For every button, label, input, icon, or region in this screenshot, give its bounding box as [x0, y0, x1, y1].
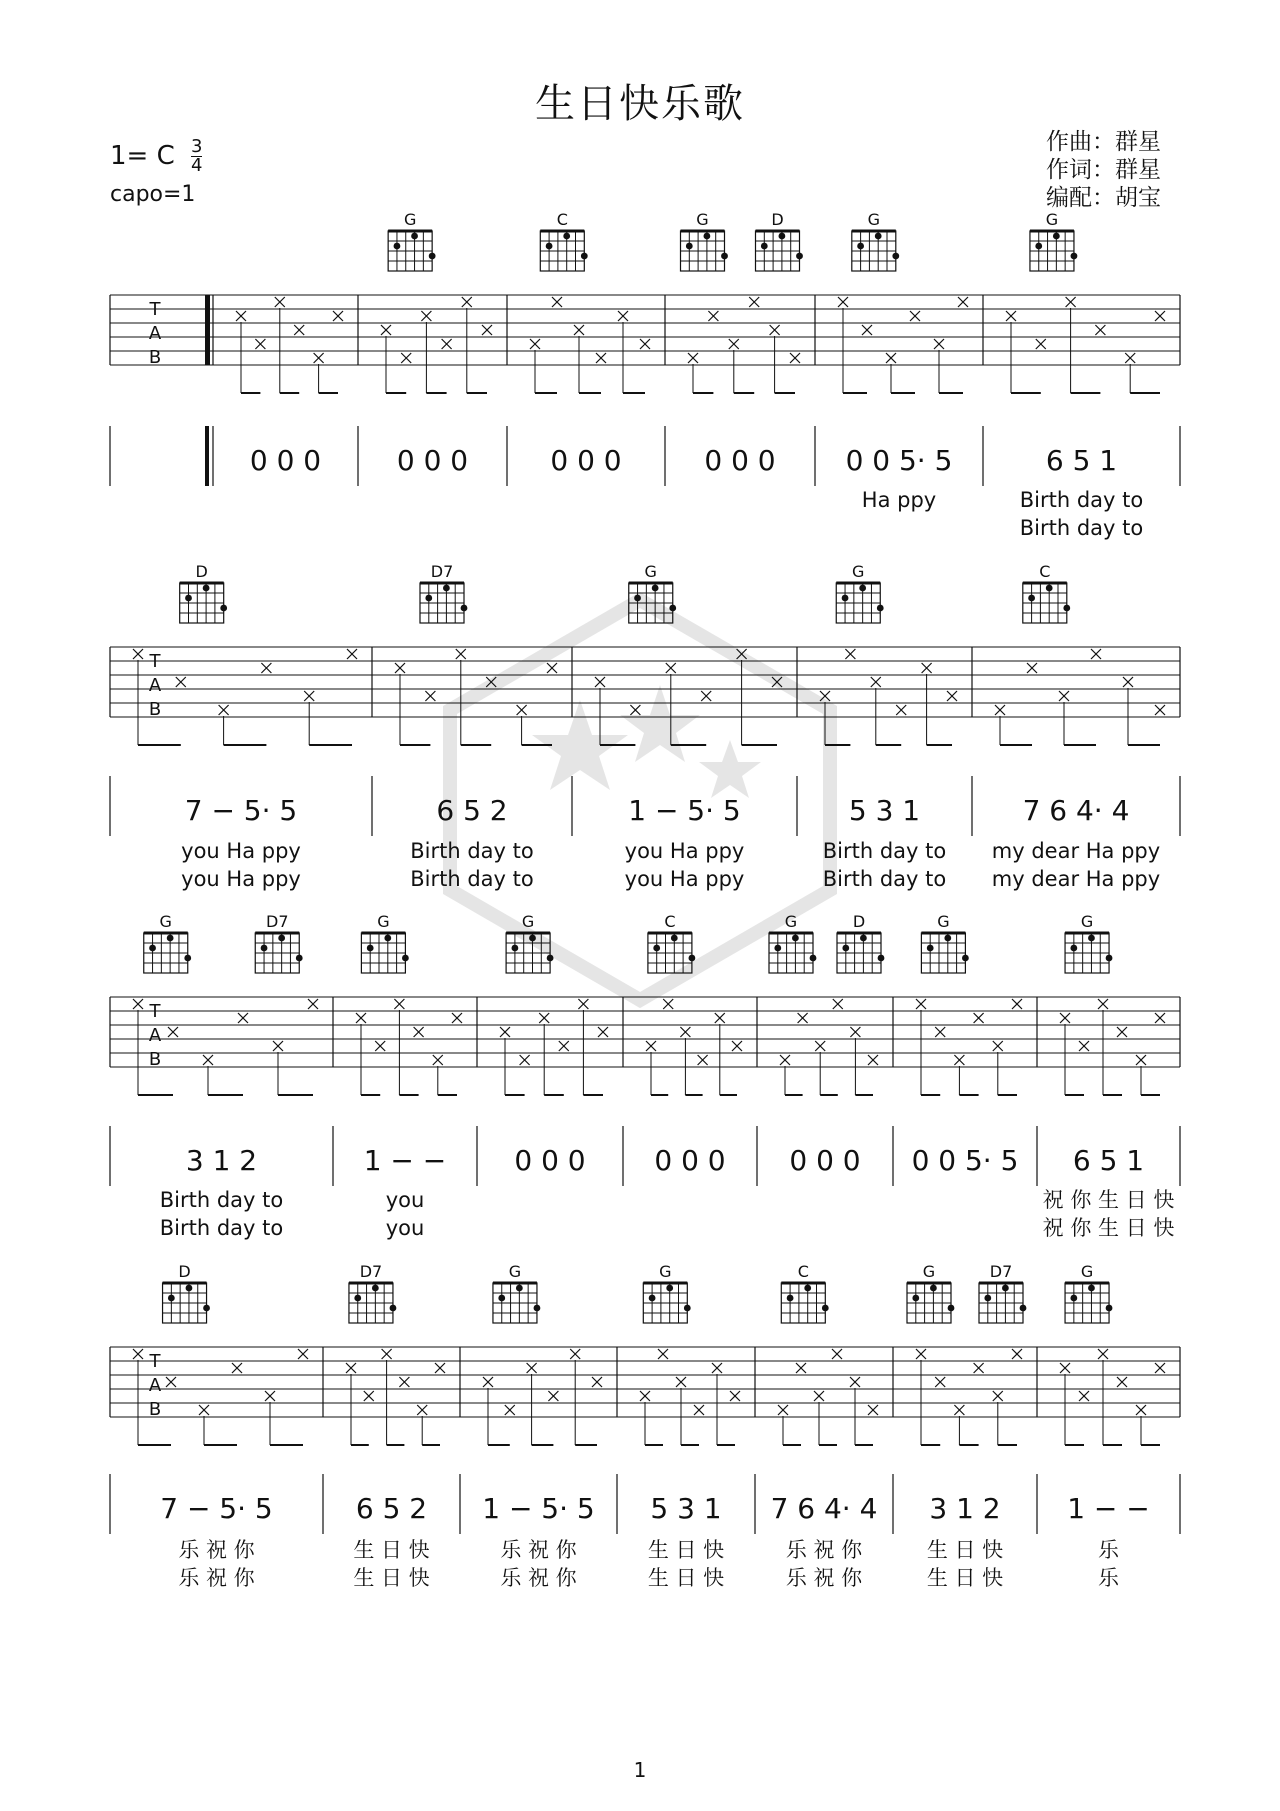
lyric-line-1: you Ha ppy	[624, 839, 745, 863]
chord-dot	[1071, 253, 1078, 260]
lyric-line-2: Birth day to	[1019, 516, 1144, 540]
chord-dot	[261, 945, 268, 952]
chord-name: D7	[359, 1262, 383, 1281]
tab-clef-a: A	[148, 323, 162, 344]
chord-dot	[649, 1295, 656, 1302]
chord-name: G	[403, 210, 417, 229]
jianpu-measure: 6 5 2	[436, 794, 508, 827]
jianpu-measure: 0 0 5· 5	[911, 1144, 1019, 1177]
chord-name: G	[644, 562, 657, 581]
chord-dot	[167, 935, 174, 942]
chord-dot	[822, 1305, 829, 1312]
chord-dot	[948, 1305, 955, 1312]
lyric-line-1: 生 日 快	[647, 1538, 725, 1562]
lyric-line-2: Birth day to	[410, 867, 534, 891]
jianpu-measure: 0 0 0	[654, 1144, 726, 1177]
lyric-line-2: you Ha ppy	[624, 867, 745, 891]
chord-dot	[203, 1305, 210, 1312]
chord-dot	[443, 585, 450, 592]
jianpu-measure: 0 0 0	[396, 444, 469, 477]
chord-dot	[512, 945, 519, 952]
chord-dot	[875, 233, 882, 240]
chord-dot	[804, 1285, 811, 1292]
chord-name: G	[937, 912, 950, 931]
chord-dot	[860, 935, 867, 942]
chord-dot	[384, 935, 391, 942]
lyric-line-2: 生 日 快	[926, 1566, 1004, 1590]
tab-clef-t: T	[149, 1001, 161, 1022]
chord-dot	[529, 935, 536, 942]
lyric-line-1: 乐 祝 你	[785, 1538, 863, 1562]
chord-name: G	[659, 1262, 672, 1281]
lyric-line-1: Birth day to	[1019, 488, 1144, 512]
chord-name: D	[771, 210, 784, 229]
lyric-line-2: you Ha ppy	[181, 867, 301, 891]
jianpu-measure: 3 1 2	[929, 1492, 1001, 1525]
chord-dot	[666, 1285, 673, 1292]
chord-dot	[684, 1305, 691, 1312]
chord-dot	[394, 243, 401, 250]
lyric-line-2: 生 日 快	[647, 1566, 725, 1590]
tab-clef-t: T	[149, 299, 161, 320]
jianpu-measure: 5 3 1	[650, 1492, 722, 1525]
lyric-line-1: 乐	[1098, 1538, 1119, 1562]
chord-dot	[168, 1295, 175, 1302]
chord-name: C	[1039, 562, 1051, 581]
chord-dot	[1088, 1285, 1095, 1292]
chord-name: D	[195, 562, 208, 581]
chord-dot	[1046, 585, 1053, 592]
chord-name: G	[784, 912, 798, 931]
jianpu-measure: 0 0 0	[550, 444, 622, 477]
tab-clef-b: B	[148, 699, 162, 720]
lyric-line-2: 祝 你 生 日 快	[1042, 1216, 1175, 1240]
chord-dot	[634, 595, 641, 602]
chord-dot	[516, 1285, 523, 1292]
lyric-line-2: 乐 祝 你	[178, 1566, 255, 1590]
tab-start-bar	[205, 295, 210, 365]
lyric-line-1: Ha ppy	[861, 488, 937, 512]
jianpu-measure: 1 − −	[1067, 1492, 1150, 1525]
chord-name: G	[159, 912, 172, 931]
chord-name: G	[1045, 210, 1059, 229]
chord-dot	[669, 605, 676, 612]
chord-dot	[686, 243, 693, 250]
lyric-line-1: Birth day to	[822, 839, 947, 863]
chord-name: G	[1080, 1262, 1094, 1281]
arranger-credit: 编配：胡宝	[1046, 185, 1161, 211]
chord-dot	[149, 945, 156, 952]
chord-name: G	[377, 912, 390, 931]
chord-dot	[429, 253, 436, 260]
chord-dot	[546, 243, 553, 250]
chord-dot	[220, 605, 227, 612]
chord-dot	[425, 595, 432, 602]
tab-clef-b: B	[148, 347, 162, 368]
composer-credit: 作曲：群星	[1046, 129, 1161, 155]
chord-name: D	[178, 1262, 191, 1281]
jianpu-measure: 6 5 1	[1045, 444, 1118, 477]
lyric-line-2: you	[385, 1216, 425, 1240]
chord-dot	[1106, 955, 1113, 962]
chord-dot	[372, 1285, 379, 1292]
chord-dot	[912, 1295, 919, 1302]
jianpu-measure: 0 0 0	[514, 1144, 586, 1177]
jianpu-measure: 7 − 5· 5	[184, 794, 298, 827]
chord-dot	[296, 955, 303, 962]
time-denominator: 4	[191, 155, 203, 176]
chord-name: G	[852, 562, 865, 581]
chord-dot	[859, 585, 866, 592]
chord-dot	[1070, 1295, 1077, 1302]
chord-name: C	[664, 912, 676, 931]
chord-dot	[1070, 945, 1077, 952]
chord-dot	[203, 585, 210, 592]
chord-dot	[671, 935, 678, 942]
chord-dot	[402, 955, 409, 962]
lyric-line-2: 乐 祝 你	[500, 1566, 577, 1590]
jianpu-measure: 6 5 2	[355, 1492, 428, 1525]
chord-name: D7	[266, 912, 289, 931]
lyric-line-2: 乐	[1098, 1566, 1119, 1590]
jianpu-measure: 7 − 5· 5	[160, 1492, 273, 1525]
jianpu-measure: 5 3 1	[848, 794, 921, 827]
lyric-line-2: 乐 祝 你	[785, 1566, 863, 1590]
chord-dot	[1088, 935, 1095, 942]
chord-dot	[721, 253, 728, 260]
chord-dot	[411, 233, 418, 240]
chord-name: G	[696, 210, 709, 229]
chord-dot	[534, 1305, 541, 1312]
chord-dot	[877, 605, 884, 612]
page-number: 1	[633, 1758, 647, 1782]
chord-name: D7	[989, 1262, 1013, 1281]
jianpu-measure: 1 − 5· 5	[628, 794, 741, 827]
chord-dot	[1020, 1305, 1027, 1312]
lyric-line-1: you Ha ppy	[181, 839, 301, 863]
chord-dot	[689, 955, 696, 962]
jianpu-measure: 0 0 0	[789, 1144, 861, 1177]
lyric-line-1: 生 日 快	[353, 1538, 430, 1562]
chord-dot	[581, 253, 588, 260]
chord-dot	[944, 935, 951, 942]
chord-dot	[354, 1295, 361, 1302]
chord-dot	[761, 243, 768, 250]
chord-dot	[842, 595, 849, 602]
chord-dot	[184, 955, 191, 962]
key-label: 1= C	[110, 141, 175, 171]
chord-name: C	[797, 1262, 809, 1281]
jianpu-start-bar	[205, 426, 209, 486]
chord-dot	[779, 233, 786, 240]
jianpu-measure: 6 5 1	[1072, 1144, 1145, 1177]
chord-dot	[563, 233, 570, 240]
page-title: 生日快乐歌	[535, 81, 745, 127]
chord-dot	[792, 935, 799, 942]
jianpu-measure: 7 6 4· 4	[1022, 794, 1130, 827]
tab-clef-a: A	[148, 1375, 162, 1396]
chord-dot	[796, 253, 803, 260]
time-numerator: 3	[191, 136, 203, 157]
chord-name: C	[556, 210, 568, 229]
chord-dot	[1106, 1305, 1113, 1312]
chord-dot	[962, 955, 969, 962]
tab-clef-a: A	[148, 675, 162, 696]
lyric-line-1: you	[385, 1188, 425, 1212]
lyric-line-1: 祝 你 生 日 快	[1042, 1188, 1175, 1212]
chord-dot	[1063, 605, 1070, 612]
chord-dot	[857, 243, 864, 250]
jianpu-measure: 1 − −	[363, 1144, 447, 1177]
lyric-line-2: Birth day to	[159, 1216, 284, 1240]
lyric-line-1: 乐 祝 你	[500, 1538, 577, 1562]
chord-dot	[930, 1285, 937, 1292]
chord-dot	[878, 955, 885, 962]
lyric-line-2: my dear Ha ppy	[991, 867, 1161, 891]
chord-dot	[1002, 1285, 1009, 1292]
tab-clef-b: B	[148, 1399, 162, 1420]
jianpu-measure: 1 − 5· 5	[482, 1492, 595, 1525]
lyric-line-2: Birth day to	[822, 867, 947, 891]
lyric-line-2: 生 日 快	[353, 1566, 430, 1590]
chord-dot	[1035, 243, 1042, 250]
jianpu-measure: 0 0 0	[249, 444, 322, 477]
chord-name: G	[521, 912, 535, 931]
chord-dot	[390, 1305, 397, 1312]
chord-dot	[984, 1295, 991, 1302]
chord-dot	[367, 945, 374, 952]
chord-name: G	[867, 210, 881, 229]
chord-dot	[1028, 595, 1035, 602]
tab-clef-b: B	[148, 1049, 162, 1070]
chord-dot	[787, 1295, 794, 1302]
jianpu-measure: 3 1 2	[185, 1144, 258, 1177]
lyric-line-1: my dear Ha ppy	[991, 839, 1161, 863]
chord-dot	[185, 595, 192, 602]
jianpu-measure: 0 0 5· 5	[845, 444, 953, 477]
chord-dot	[842, 945, 849, 952]
chord-dot	[547, 955, 554, 962]
chord-dot	[652, 585, 659, 592]
chord-name: G	[1080, 912, 1094, 931]
lyricist-credit: 作词：群星	[1046, 157, 1161, 183]
chord-dot	[498, 1295, 505, 1302]
chord-dot	[810, 955, 817, 962]
lyric-line-1: 乐 祝 你	[178, 1538, 255, 1562]
jianpu-measure: 0 0 0	[704, 444, 776, 477]
capo-label: capo=1	[110, 182, 196, 207]
tab-clef-a: A	[148, 1025, 162, 1046]
chord-dot	[892, 253, 899, 260]
chord-dot	[461, 605, 468, 612]
chord-dot	[653, 945, 660, 952]
chord-dot	[278, 935, 285, 942]
chord-dot	[704, 233, 711, 240]
chord-dot	[186, 1285, 193, 1292]
chord-dot	[774, 945, 781, 952]
lyric-line-1: 生 日 快	[926, 1538, 1004, 1562]
chord-name: D7	[430, 562, 454, 581]
chord-dot	[927, 945, 934, 952]
lyric-line-1: Birth day to	[159, 1188, 284, 1212]
chord-dot	[1053, 233, 1060, 240]
lyric-line-1: Birth day to	[410, 839, 534, 863]
chord-name: G	[922, 1262, 936, 1281]
chord-name: G	[508, 1262, 522, 1281]
chord-name: D	[852, 912, 866, 931]
jianpu-measure: 7 6 4· 4	[770, 1492, 878, 1525]
tab-clef-t: T	[149, 1351, 161, 1372]
tab-clef-t: T	[149, 651, 161, 672]
